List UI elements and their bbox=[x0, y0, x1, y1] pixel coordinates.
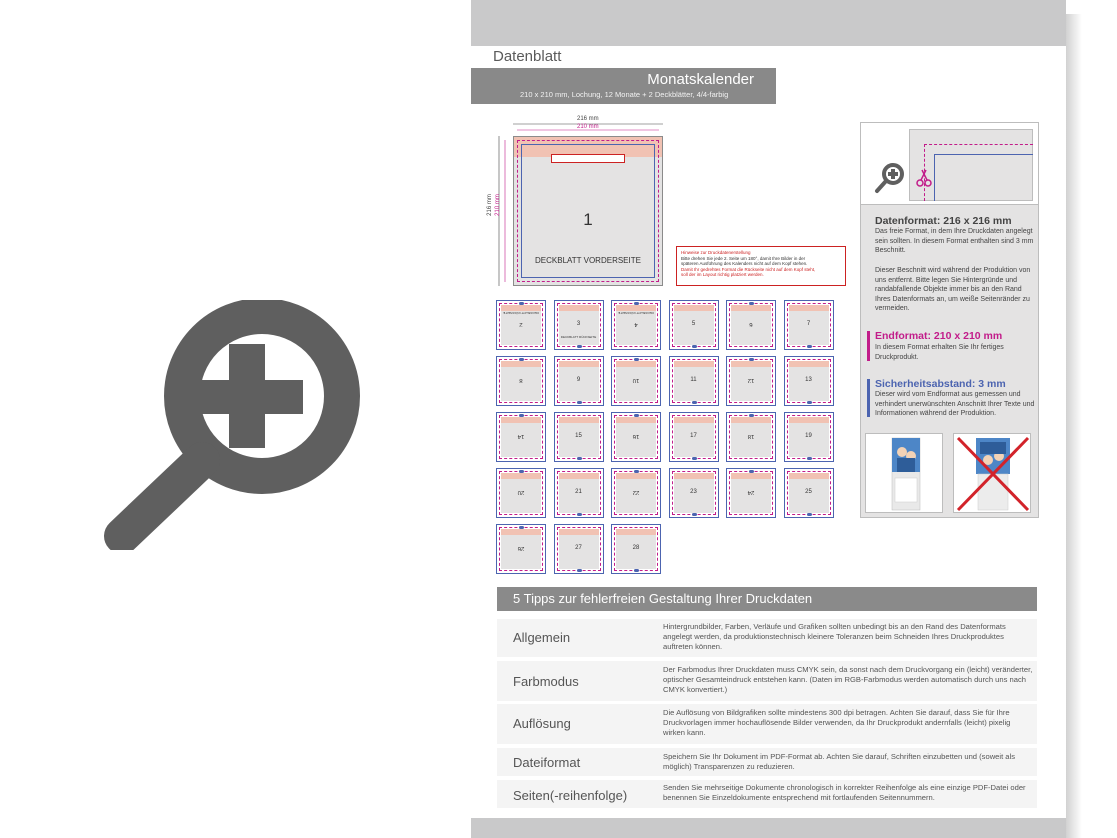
tip-label: Farbmodus bbox=[513, 674, 579, 689]
page-number: 9 bbox=[576, 377, 581, 383]
calendar-page-thumb bbox=[554, 412, 604, 462]
calendar-page-thumb bbox=[554, 468, 604, 518]
hole-mark bbox=[692, 457, 697, 460]
hole-mark bbox=[519, 358, 524, 361]
endformat-text: In diesem Format erhalten Sie Ihr fertiges Druckprodukt. bbox=[875, 344, 1004, 361]
zoom-in-small-icon[interactable] bbox=[873, 161, 907, 195]
calendar-photo-correct bbox=[866, 434, 944, 514]
hole-mark bbox=[807, 457, 812, 460]
hole-mark bbox=[519, 414, 524, 417]
page-number: 25 bbox=[805, 489, 812, 495]
page-number: 14 bbox=[517, 433, 525, 439]
page-number: 10 bbox=[632, 377, 640, 383]
hole-mark bbox=[692, 401, 697, 404]
beschnitt-text: Dieser Beschnitt wird während der Produktion von uns entfernt. Bitte legen Sie Hintergründe und randabfallende Objekte immer bis an den Rand Ihres Datenformats an, um weiße Seitenränder zu vermeiden. bbox=[875, 267, 1031, 312]
page-number: 7 bbox=[806, 321, 811, 327]
product-subtitle: 210 x 210 mm, Lochung, 12 Monate + 2 Deckblätter, 4/4-farbig bbox=[520, 90, 729, 99]
page-number: 17 bbox=[690, 433, 697, 439]
hole-mark bbox=[577, 457, 582, 460]
page-number: 28 bbox=[632, 545, 640, 551]
tip-text: Der Farbmodus Ihrer Druckdaten muss CMYK sein, da sonst nach dem Druckvorgang ein (leicht) veränderter, optischer Gesamteindruck entstehen kann. (Daten im RGB-Farbmodus werden automatisch durch uns nach CMYK konvertiert.) bbox=[663, 665, 1033, 694]
calendar-page-thumb bbox=[611, 300, 661, 350]
hole-mark bbox=[634, 569, 639, 572]
hint-box bbox=[676, 246, 846, 286]
calendar-page-thumb bbox=[611, 412, 661, 462]
tip-row-aufloesung bbox=[497, 704, 1037, 744]
hole-mark bbox=[519, 470, 524, 473]
hole-mark bbox=[634, 414, 639, 417]
page-number: 21 bbox=[575, 489, 582, 495]
hole-mark bbox=[749, 414, 754, 417]
hole-mark bbox=[807, 345, 812, 348]
page-number: 8 bbox=[519, 377, 523, 383]
page-number: 3 bbox=[576, 321, 581, 327]
tip-text: Die Auflösung von Bildgrafiken sollte mindestens 300 dpi betragen. Achten Sie darauf, dass Sie für Ihre Druckvorlagen immer hochauflösende Bilder verwenden, da Ihr Druckprodukt andernfalls (leicht) pixelig wirken kann. bbox=[663, 708, 1011, 737]
calendar-page-thumb bbox=[669, 468, 719, 518]
hole-mark bbox=[519, 302, 524, 305]
datenformat-text: Das freie Format, in dem Ihre Druckdaten angelegt sein sollten. In diesem Format enthalten sind 3 mm Beschnitt. bbox=[875, 228, 1034, 254]
month-page-grid bbox=[496, 300, 836, 575]
page-number: 26 bbox=[517, 545, 525, 551]
endformat-heading: Endformat: 210 x 210 mm bbox=[875, 330, 1003, 342]
hole-mark bbox=[749, 358, 754, 361]
page-mini-caption: DECKBLATT RÜCKSEITE bbox=[618, 311, 654, 315]
calendar-page-thumb bbox=[554, 300, 604, 350]
cover-caption: DECKBLATT VORDERSEITE bbox=[535, 256, 641, 265]
sicherheit-heading: Sicherheitsabstand: 3 mm bbox=[875, 378, 1006, 390]
page-number: 18 bbox=[747, 433, 755, 439]
hole-mark bbox=[577, 513, 582, 516]
datenformat-heading: Datenformat: 216 x 216 mm bbox=[875, 215, 1012, 227]
hole-mark bbox=[749, 470, 754, 473]
correct-orientation-photo bbox=[865, 433, 943, 513]
dim-outer-top: 216 mm bbox=[577, 116, 599, 122]
corner-detail bbox=[861, 123, 1038, 205]
hole-mark bbox=[692, 345, 697, 348]
page-number: 19 bbox=[805, 433, 812, 439]
hint-title: Hinweise zur Druckdatenerstellung bbox=[681, 250, 751, 255]
hole-mark bbox=[807, 513, 812, 516]
dim-inner-side: 210 mm bbox=[494, 194, 501, 216]
tips-header: 5 Tipps zur fehlerfreien Gestaltung Ihrer Druckdaten bbox=[497, 587, 1037, 611]
calendar-page-thumb bbox=[726, 468, 776, 518]
tip-label: Seiten(-reihenfolge) bbox=[513, 788, 628, 803]
cover-diagram bbox=[486, 116, 668, 291]
wrong-orientation-photo bbox=[953, 433, 1031, 513]
page-number: 16 bbox=[632, 433, 640, 439]
datasheet-tab: Datenblatt bbox=[471, 46, 591, 68]
calendar-page-thumb bbox=[496, 300, 546, 350]
page-number: 4 bbox=[634, 321, 638, 327]
calendar-page-thumb bbox=[726, 300, 776, 350]
tip-text: Speichern Sie Ihr Dokument im PDF-Format ab. Achten Sie darauf, Schriften einzubetten und (soweit als möglich) Transparenzen zu reduzieren. bbox=[663, 752, 1016, 771]
calendar-page-thumb bbox=[496, 412, 546, 462]
dim-inner-top: 210 mm bbox=[577, 124, 599, 130]
hole-mark bbox=[519, 526, 524, 529]
endformat-marker bbox=[867, 331, 870, 361]
tip-row-dateiformat bbox=[497, 748, 1037, 776]
hint-line: soll der im Layout richtig platziert werden. bbox=[681, 272, 764, 277]
calendar-page-thumb bbox=[784, 468, 834, 518]
product-banner bbox=[471, 68, 776, 104]
hole-mark bbox=[749, 302, 754, 305]
page-number: 23 bbox=[690, 489, 697, 495]
page-number: 12 bbox=[747, 377, 755, 383]
tip-row-seiten bbox=[497, 780, 1037, 808]
calendar-page-thumb bbox=[611, 468, 661, 518]
page-number: 22 bbox=[632, 489, 640, 495]
page-number: 13 bbox=[805, 377, 812, 383]
calendar-page-thumb bbox=[669, 300, 719, 350]
tip-label: Dateiformat bbox=[513, 755, 581, 770]
hint-line: Damit Ihr gedrehtes Format die Rückseite nicht auf dem Kopf steht, bbox=[681, 266, 816, 272]
hole-mark bbox=[807, 401, 812, 404]
tip-text: Hintergrundbilder, Farben, Verläufe und Grafiken sollten unbedingt bis an den Rand des Datenformats angelegt werden, da produktionstechnisch kleinere Toleranzen beim Schneiden Ihres Druckproduktes auftreten können. bbox=[663, 622, 1006, 651]
sheet-shadow bbox=[1066, 14, 1082, 838]
hole-mark bbox=[577, 345, 582, 348]
tip-row-farbmodus bbox=[497, 661, 1037, 701]
calendar-page-thumb bbox=[496, 468, 546, 518]
calendar-page-thumb bbox=[611, 356, 661, 406]
calendar-page-thumb bbox=[784, 412, 834, 462]
calendar-page-thumb bbox=[726, 412, 776, 462]
datasheet-page bbox=[471, 0, 1066, 838]
page-mini-caption: DECKBLATT RÜCKSEITE bbox=[503, 311, 539, 315]
format-info-panel bbox=[860, 122, 1039, 518]
calendar-page-thumb bbox=[784, 300, 834, 350]
calendar-page-thumb bbox=[496, 356, 546, 406]
sheet-bottom-bar bbox=[471, 818, 1066, 838]
sheet-top-bar bbox=[471, 0, 1066, 46]
sicherheit-marker bbox=[867, 379, 870, 417]
tip-label: Allgemein bbox=[513, 630, 571, 645]
page-number: 2 bbox=[519, 321, 523, 327]
hole-mark bbox=[634, 358, 639, 361]
page-mini-caption: DECKBLATT RÜCKSEITE bbox=[560, 335, 597, 339]
page-number: 20 bbox=[517, 489, 525, 495]
calendar-page-thumb bbox=[496, 524, 546, 574]
scissors-icon bbox=[916, 168, 932, 188]
page-number: 27 bbox=[575, 545, 582, 551]
hint-line: Bitte drehen Sie jede 2. Seite um 180°, damit Ihre Bilder in der bbox=[681, 255, 806, 261]
hint-line: späteren Ausführung des Kalenders nicht auf dem Kopf stehen. bbox=[681, 261, 808, 266]
calendar-page-thumb bbox=[784, 356, 834, 406]
tip-text: Senden Sie mehrseitige Dokumente chronologisch in korrekter Reihenfolge als eine einzige PDF-Datei oder benennen Sie Einzeldokumente entsprechend mit fortlaufenden Seitennummern. bbox=[663, 783, 1026, 802]
calendar-page-thumb bbox=[611, 524, 661, 574]
corner-safety-line bbox=[934, 154, 1033, 201]
tip-row-allgemein bbox=[497, 619, 1037, 657]
calendar-page-thumb bbox=[554, 356, 604, 406]
page-number: 6 bbox=[749, 321, 753, 327]
dim-outer-side: 216 mm bbox=[486, 194, 493, 216]
corner-detail-box bbox=[909, 129, 1033, 201]
cover-page-number: 1 bbox=[583, 210, 593, 229]
calendar-page-thumb bbox=[669, 412, 719, 462]
sicherheit-text: Dieser wird vom Endformat aus gemessen und verhindert unerwünschten Anschnitt Ihrer Texte und Informationen während der Produktion. bbox=[875, 391, 1035, 417]
hole-mark bbox=[634, 470, 639, 473]
calendar-page-thumb bbox=[669, 356, 719, 406]
calendar-page-thumb bbox=[554, 524, 604, 574]
product-title: Monatskalender bbox=[647, 71, 754, 88]
calendar-photo-wrong bbox=[954, 434, 1032, 514]
page-number: 15 bbox=[575, 433, 582, 439]
hole-mark bbox=[577, 569, 582, 572]
page-number: 24 bbox=[747, 489, 755, 495]
cover-note-box bbox=[551, 154, 625, 163]
zoom-in-icon[interactable] bbox=[100, 300, 360, 550]
calendar-page-thumb bbox=[726, 356, 776, 406]
hole-mark bbox=[634, 302, 639, 305]
tip-label: Auflösung bbox=[513, 716, 571, 731]
hole-mark bbox=[692, 513, 697, 516]
page-number: 5 bbox=[691, 321, 696, 327]
page-number: 11 bbox=[690, 377, 697, 383]
hole-mark bbox=[577, 401, 582, 404]
